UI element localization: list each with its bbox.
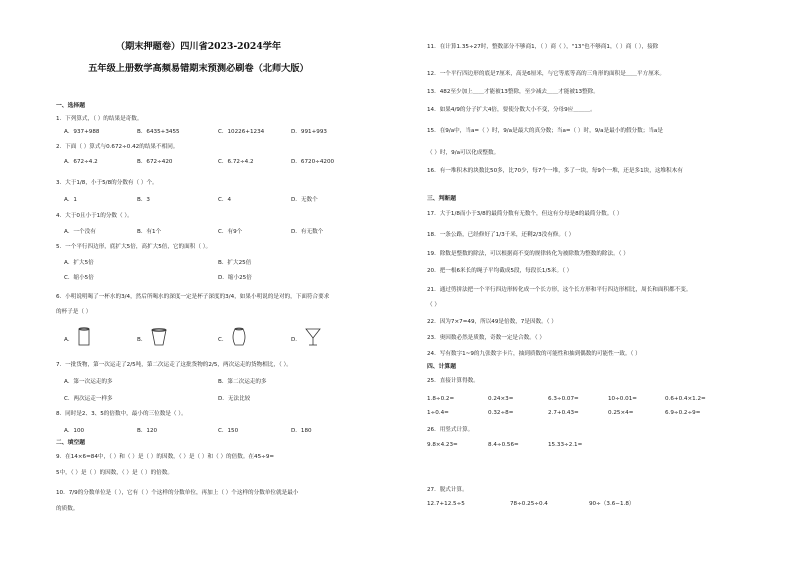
q8-option-d: D．180 (291, 428, 312, 434)
question-1: 1．下列算式，（ ）的结果是奇数。 (56, 116, 143, 122)
question-8: 8．同时是2、3、5的倍数中，最小的三位数是（ ）。 (56, 411, 187, 417)
question-10: 10．7/9的分数单位是（ ），它有（ ）个这样的分数单位，再加上（ ）个这样的分数单位就是最小 (56, 490, 299, 496)
q1-option-b: B．6435+3455 (137, 129, 180, 135)
section-fill-heading: 二、填空题 (56, 440, 85, 446)
calc-2-5: 6.9÷0.2÷9= (665, 410, 701, 416)
tapered-cup-icon (150, 327, 168, 347)
q5-option-d: D．缩小25倍 (218, 275, 252, 281)
calc-1-2: 0.24×3= (488, 396, 514, 402)
q2-option-d: D．6720÷4200 (291, 159, 335, 165)
page-title-line1: （期末押题卷）四川省2023-2024学年 (115, 41, 282, 52)
question-27: 27．脱式计算。 (427, 487, 468, 493)
cylinder-cup-icon (77, 327, 91, 347)
q5-option-a: A．扩大5倍 (64, 260, 94, 266)
question-6: 6．小明说明喝了一杯水的3/4，然后所喝水的深度一定是杯子深度的3/4，如果小明说的是对的，下面符合要求 (56, 294, 330, 300)
q3-option-c: C．4 (218, 197, 232, 203)
question-2: 2．下面（ ）算式与0.672÷0.42的结果不相同。 (56, 144, 179, 150)
calc-2-4: 0.25×4= (608, 410, 634, 416)
q6-option-d: D． (291, 337, 301, 343)
section-calc-heading: 四、计算题 (427, 364, 456, 370)
stepwise-calc-2: 78÷0.25÷0.4 (510, 501, 548, 507)
question-21: 21．通过剪拼法把一个平行四边形转化成一个长方形，这个长方形和平行四边形相比，周长和面积都不变。 (427, 287, 692, 293)
q1-option-d: D．991+993 (291, 129, 327, 135)
question-11: 11．在计算1.35÷27时，整数部分不够商1，（ ）商（ ），"13"也不够商1，（ ）商（ ），接除 (427, 44, 659, 50)
q2-option-c: C．6.72÷4.2 (218, 159, 254, 165)
q4-option-b: B．有1个 (137, 229, 162, 235)
question-19: 19．除数是整数的除法，可以根据商不变的规律转化为被除数为整数的除法。（ ） (427, 251, 629, 257)
q1-option-a: A．937+988 (64, 129, 100, 135)
calc-1-4: 10÷0.01= (608, 396, 637, 402)
calc-2-1: 1÷0.4= (427, 410, 449, 416)
question-24: 24．写有数字1~9的九张数字卡片，抽到质数的可能性和抽到偶数的可能性一致。（ ） (427, 351, 641, 357)
section-judge-heading: 三、判断题 (427, 196, 456, 202)
question-9: 9．在14×6=84中，（ ）和（ ）是（ ）的因数，（ ）是（ ）和（ ）的倍数。在45÷9= (56, 454, 275, 460)
q4-option-c: C．有9个 (218, 229, 243, 235)
calc-1-5: 0.6+0.4×1.2= (665, 396, 706, 402)
q5-option-c: C．缩小5倍 (64, 275, 94, 281)
q2-option-a: A．672÷4.2 (64, 159, 98, 165)
question-5: 5．一个平行四边形，底扩大5倍，高扩大5倍，它的面积（ ）。 (56, 244, 212, 250)
question-6-cont: 的杯子是（ ） (56, 309, 92, 315)
q7-option-d: D．无法比较 (218, 396, 251, 402)
question-15-cont: （ ）时，9/a可以化成整数。 (427, 150, 500, 156)
vertical-calc-1: 9.8×4.23= (427, 442, 458, 448)
question-21-cont: （ ） (427, 302, 440, 308)
q5-option-b: B．扩大25倍 (218, 260, 252, 266)
stepwise-calc-1: 12.7+12.5÷5 (427, 501, 465, 507)
question-25: 25．直接计算得数。 (427, 378, 479, 384)
question-4: 4．大于0且小于1的分数（ ）。 (56, 213, 133, 219)
q2-option-b: B．672÷420 (137, 159, 173, 165)
question-10-cont: 的质数。 (56, 506, 79, 512)
q4-option-d: D．有无数个 (291, 229, 324, 235)
section-choice-heading: 一、选择题 (56, 103, 85, 109)
q8-option-a: A．100 (64, 428, 85, 434)
question-12: 12．一个平行四边形的底是7厘米，高是6厘米，与它等底等高的三角形的面积是＿＿平方厘米。 (427, 71, 665, 77)
question-3: 3．大于1/8，小于5/8的分数有（ ）个。 (56, 180, 158, 186)
q7-option-c: C．两次运走一样多 (64, 396, 113, 402)
q8-option-b: B．120 (137, 428, 158, 434)
q3-option-d: D．无数个 (291, 197, 318, 203)
question-7: 7．一批货物，第一次运走了2/5吨，第二次运走了这批货物的2/5，两次运走的货物相比，（ ）。 (56, 362, 292, 368)
q3-option-a: A．1 (64, 197, 77, 203)
calc-2-2: 0.32÷8= (488, 410, 514, 416)
question-20: 20．把一根6米长的绳子平均截成5段，每段长1/5米。（ ） (427, 268, 573, 274)
question-26: 26．用竖式计算。 (427, 427, 474, 433)
vertical-calc-2: 8.4÷0.56= (488, 442, 519, 448)
calc-2-3: 2.7+0.43= (548, 410, 579, 416)
page-title-line2: 五年级上册数学高频易错期末预测必刷卷（北师大版） (88, 63, 309, 74)
q3-option-b: B．3 (137, 197, 150, 203)
question-17: 17．大于1/8而小于3/8的最简分数有无数个，但这有分母是8的最简分数。（ ） (427, 211, 623, 217)
question-15: 15．在9/a中，当a=（ ）时，9/a是最大的真分数；当a=（ ）时，9/a是最小的假分数；当a是 (427, 128, 663, 134)
question-22: 22．因为7×7=49，所以49是倍数，7是因数。（ ） (427, 319, 557, 325)
q1-option-c: C．10226+1234 (218, 129, 265, 135)
q8-option-c: C．150 (218, 428, 239, 434)
calc-1-1: 1.8÷0.2= (427, 396, 455, 402)
barrel-cup-icon (231, 327, 247, 347)
q7-option-b: B．第二次运走的多 (218, 379, 267, 385)
calc-1-3: 6.3÷0.07= (548, 396, 579, 402)
question-14: 14．如果4/9的分子扩大4倍，要使分数大小不变，分母9应＿＿＿。 (427, 107, 596, 113)
question-9-cont: 5中，（ ）是（ ）的因数，（ ）是（ ）的倍数。 (56, 470, 173, 476)
vertical-calc-3: 15.33÷2.1= (548, 442, 583, 448)
question-23: 23．奥因数必然是质数，奇数一定是合数。（ ） (427, 335, 545, 341)
cocktail-glass-icon (304, 327, 322, 347)
q6-option-a: A． (64, 337, 74, 343)
question-18: 18．一条公路，已经修好了1/3千米，还剩2/3没有修。（ ） (427, 232, 575, 238)
stepwise-calc-3: 90÷（3.6−1.8） (589, 501, 635, 507)
question-13: 13．482至少加上＿＿才能被13整除，至少减去＿＿才能被13整除。 (427, 89, 599, 95)
question-16: 16．有一堆积木的块数比50多，比70少，每7个一堆，多了一块，每9个一堆，还是多1块，这堆积木有 (427, 168, 683, 174)
q4-option-a: A．一个没有 (64, 229, 96, 235)
q6-option-b: B． (137, 337, 147, 343)
q6-option-c: C． (218, 337, 228, 343)
q7-option-a: A．第一次运走的多 (64, 379, 113, 385)
